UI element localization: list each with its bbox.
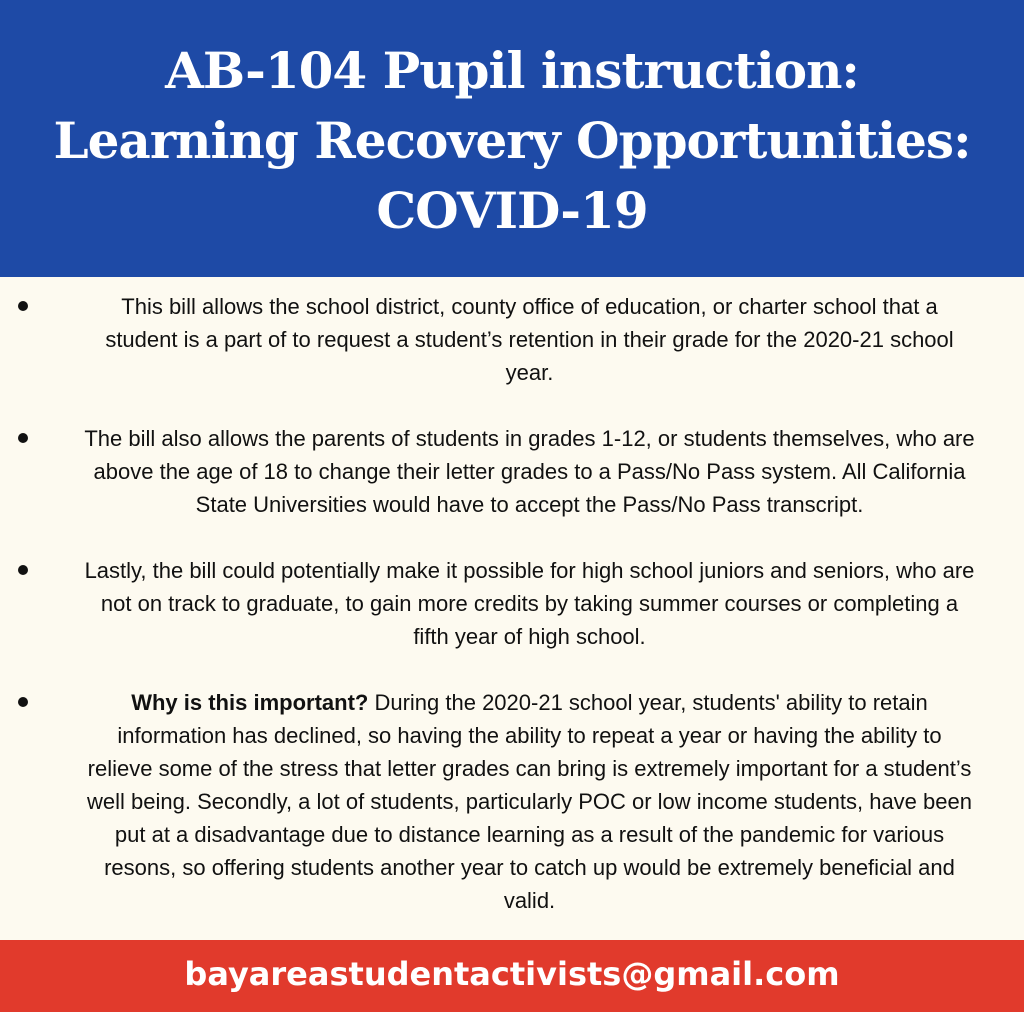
bullet-list [0, 290, 1024, 950]
bullet-dot-icon [18, 301, 28, 311]
title-line: AB-104 Pupil instruction: [165, 41, 859, 100]
text-line: relieve some of the stress that letter grades can bring is extremely important for a student’s [87, 756, 972, 781]
text-line: resons, so offering students another year to catch up would be extremely beneficial and [104, 855, 955, 880]
bullet-item-pass-no-pass [0, 422, 1024, 521]
text-line [40, 686, 1019, 719]
title-line: Learning Recovery Opportunities: [53, 111, 971, 170]
bullet-text [40, 554, 1019, 653]
contact-email: bayareastudentactivists@gmail.com [184, 955, 840, 993]
text-line: information has declined, so having the ability to repeat a year or having the ability to [117, 723, 942, 748]
text-line: The bill also allows the parents of students in grades 1-12, or students themselves, who are [84, 426, 975, 451]
title-line: COVID-19 [376, 181, 648, 240]
bullet-item-retention [0, 290, 1024, 389]
text-line: not on track to graduate, to gain more credits by taking summer courses or completing a [100, 591, 959, 616]
text-line: year. [505, 360, 554, 385]
bullet-text [40, 422, 1019, 521]
bullet-dot-icon [18, 697, 28, 707]
bullet-dot-icon [18, 565, 28, 575]
bold-lead: Why is this important? [131, 690, 369, 715]
text-line: student is a part of to request a student’s retention in their grade for the 2020-21 school [105, 327, 954, 352]
bullet-text [40, 290, 1019, 389]
text-line: put at a disadvantage due to distance learning as a result of the pandemic for various [114, 822, 945, 847]
text-line: fifth year of high school. [413, 624, 646, 649]
text-line: above the age of 18 to change their letter grades to a Pass/No Pass system. All California [93, 459, 966, 484]
bullet-item-why-important [0, 686, 1024, 917]
bullet-text [40, 686, 1019, 917]
text-line: well being. Secondly, a lot of students, particularly POC or low income students, have been [87, 789, 972, 814]
bullet-dot-icon [18, 433, 28, 443]
title-banner [0, 0, 1024, 277]
bullet-item-credit-recovery [0, 554, 1024, 653]
text-line: Lastly, the bill could potentially make it possible for high school juniors and seniors, who are [84, 558, 975, 583]
footer-banner [0, 940, 1024, 1012]
text-line: valid. [503, 888, 556, 913]
text-line: This bill allows the school district, county office of education, or charter school that a [121, 294, 938, 319]
lead-rest: During the 2020-21 school year, students' ability to retain [368, 690, 928, 715]
text-line: State Universities would have to accept the Pass/No Pass transcript. [195, 492, 864, 517]
page-title [0, 36, 1024, 246]
